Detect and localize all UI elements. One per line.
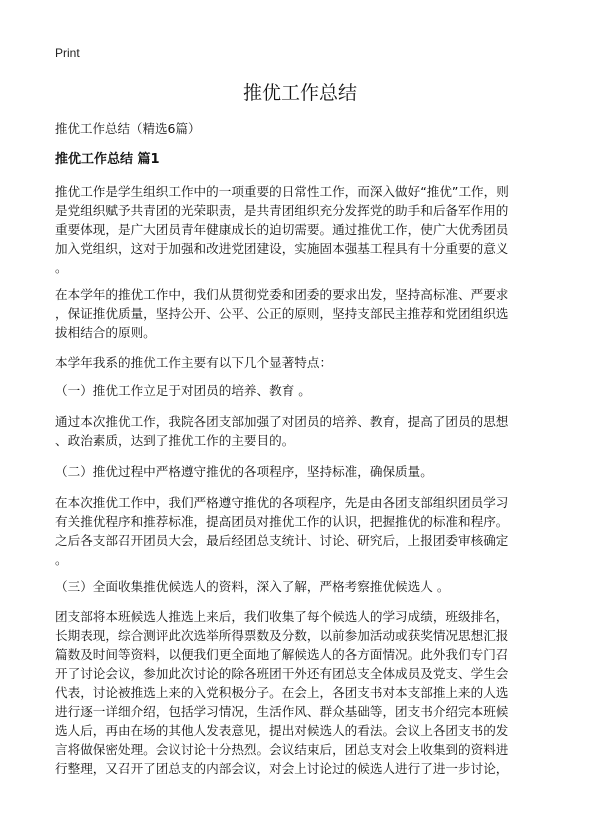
paragraph-line: 是党组织赋予共青团的光荣职责，是共青团组织充分发挥党的助手和后备军作用的: [55, 203, 509, 218]
paragraph-line: （二）推优过程中严格遵守推优的各项程序，坚持标准，确保质量。: [55, 464, 433, 479]
paragraph-line: 长期表现，综合测评此次选举所得票数及分数，以前参加活动或获奖情况思想汇报: [55, 628, 509, 643]
paragraph-line: 在本次推优工作中，我们严格遵守推优的各项程序，先是由各团支部组织团员学习: [55, 495, 509, 510]
paragraph-line: 有关推优程序和推荐标准，提高团员对推优工作的认识，把握推优的标准和程序。: [55, 514, 509, 529]
paragraph-line: 重要体现，是广大团员青年健康成长的迫切需要。通过推优工作，使广大优秀团员: [55, 222, 509, 237]
paragraph-5: [55, 412, 550, 450]
paragraph-line: 。: [55, 552, 68, 567]
paragraph-2: [55, 285, 550, 342]
paragraph-line: 。: [55, 260, 68, 275]
paragraph-line: 加入党组织，这对于加强和改进党团建设，实施固本强基工程具有十分重要的意义: [55, 241, 509, 256]
paragraph-7: [55, 493, 550, 569]
section-heading: 推优工作总结 篇1: [55, 152, 160, 167]
paragraph-line: 团支部将本班候选人推选上来后，我们收集了每个候选人的学习成绩，班级排名，: [55, 609, 509, 624]
paragraph-line: 言将做保密处理。会议讨论十分热烈。会议结束后，团总支对会上收集到的资料进: [55, 742, 509, 757]
paragraph-line: 在本学年的推优工作中，我们从贯彻党委和团委的要求出发，坚持高标准、严要求: [55, 287, 509, 302]
paragraph-6: [55, 462, 550, 481]
paragraph-line: 本学年我系的推优工作主要有以下几个显著特点：: [55, 355, 333, 370]
paragraph-line: 通过本次推优工作，我院各团支部加强了对团员的培养、教育，提高了团员的思想: [55, 414, 509, 429]
page-title: 推优工作总结: [242, 82, 357, 104]
paragraph-line: 代表，讨论被推选上来的入党积极分子。在会上，各团支书对本支部推上来的人选: [55, 685, 509, 700]
paragraph-1: [55, 182, 550, 277]
paragraph-line: 开了讨论会议，参加此次讨论的除各班团干外还有团总支全体成员及党支、学生会: [55, 666, 509, 681]
print-link[interactable]: Print: [55, 46, 80, 60]
paragraph-line: （三）全面收集推优候选人的资料，深入了解，严格考察推优候选人 。: [55, 579, 450, 594]
paragraph-line: 拔相结合的原则。: [55, 325, 156, 340]
paragraph-8: [55, 577, 550, 596]
paragraph-line: （一）推优工作立足于对团员的培养、教育 。: [55, 383, 311, 398]
paragraph-line: ，保证推优质量，坚持公开、公平、公正的原则，坚持支部民主推荐和党团组织选: [55, 306, 509, 321]
paragraph-4: [55, 381, 550, 400]
paragraph-line: 推优工作是学生组织工作中的一项重要的日常性工作，而深入做好“推优”工作，则: [55, 184, 509, 199]
paragraph-line: 选人后，再由在场的其他人发表意见，提出对候选人的看法。会议上各团支书的发: [55, 723, 509, 738]
paragraph-3: [55, 353, 550, 372]
paragraph-line: 篇数及时间等资料，以便我们更全面地了解候选人的各方面情况。此外我们专门召: [55, 647, 509, 662]
paragraph-line: 行整理，又召开了团总支的内部会议，对会上讨论过的候选人进行了进一步讨论，: [55, 761, 509, 776]
document-subtitle: 推优工作总结（精选6篇）: [55, 121, 201, 136]
paragraph-line: 之后各支部召开团员大会，最后经团总支统计、讨论、研究后，上报团委审核确定: [55, 533, 509, 548]
paragraph-line: 、政治素质，达到了推优工作的主要目的。: [55, 433, 295, 448]
paragraph-9: [55, 607, 550, 778]
paragraph-line: 进行逐一详细介绍，包括学习情况，生活作风、群众基础等，团支书介绍完本班候: [55, 704, 509, 719]
